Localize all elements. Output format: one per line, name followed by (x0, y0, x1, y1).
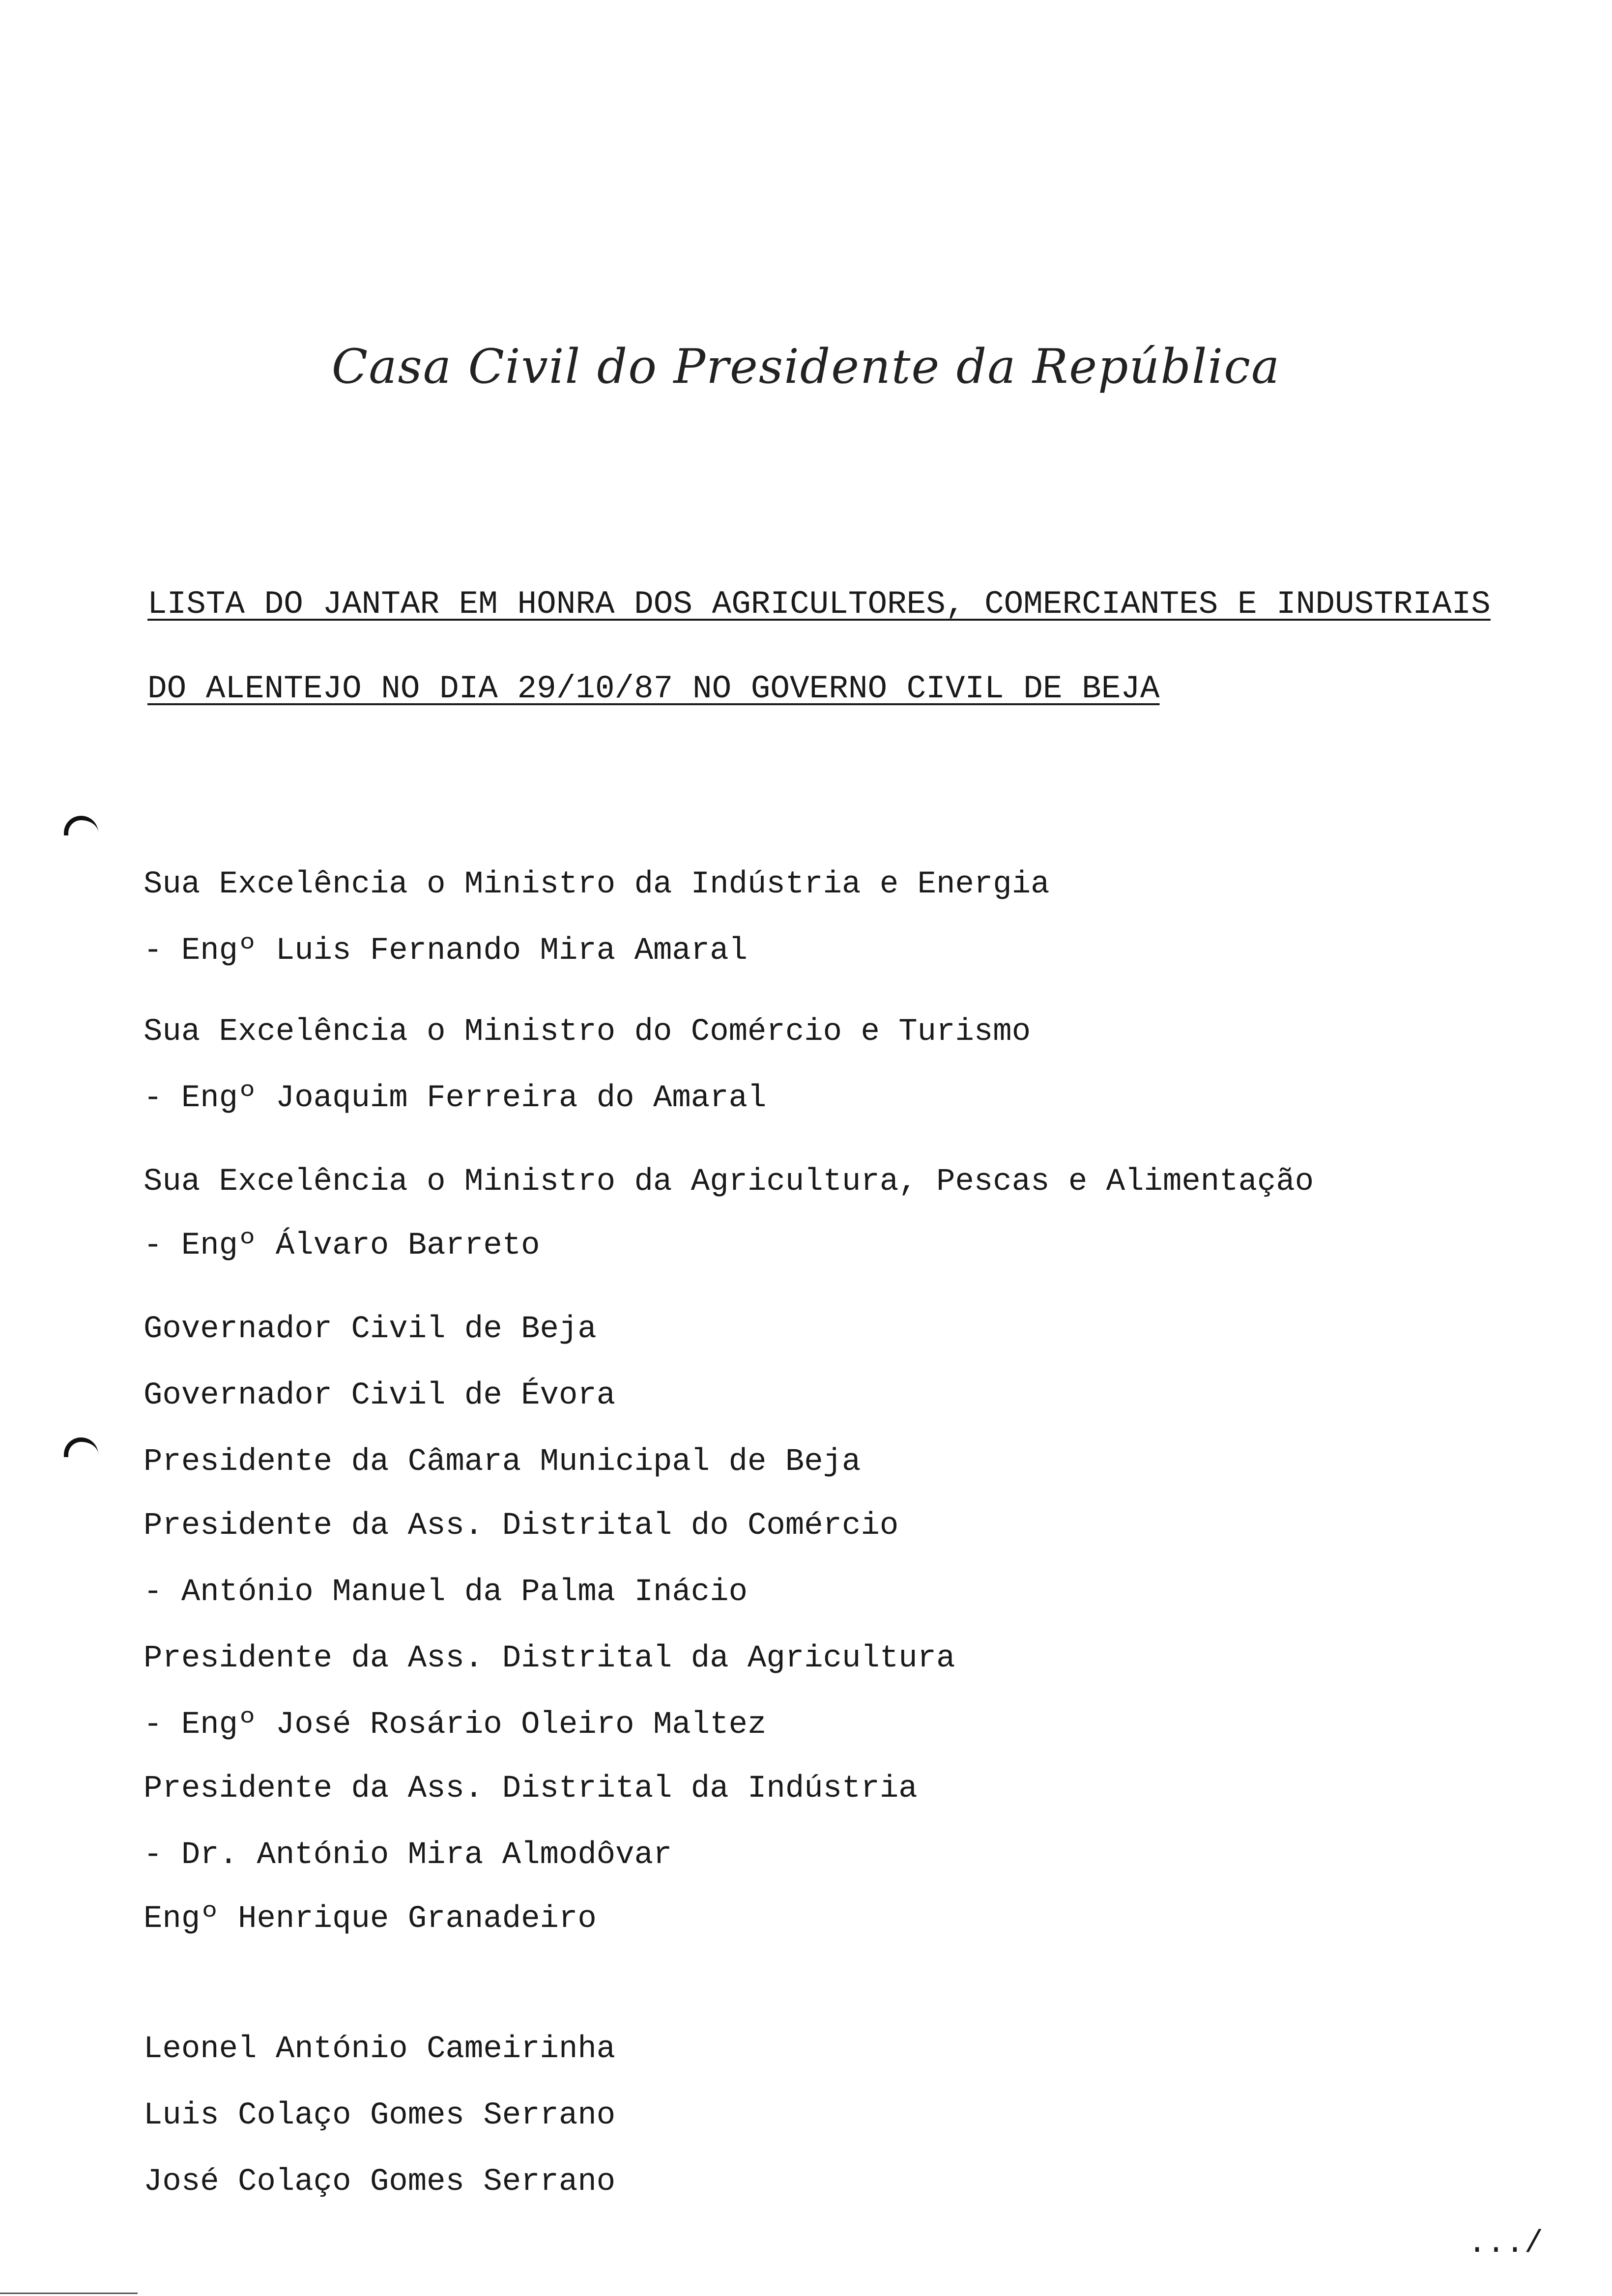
punch-hole-mark (64, 816, 98, 835)
list-item: Presidente da Ass. Distrital da Indústria (144, 1771, 918, 1807)
list-item: - António Manuel da Palma Inácio (144, 1575, 748, 1610)
list-item: - Engº Joaquim Ferreira do Amaral (144, 1081, 767, 1116)
list-item: Presidente da Câmara Municipal de Beja (144, 1444, 861, 1480)
document-title-line-1: LISTA DO JANTAR EM HONRA DOS AGRICULTORES, COMERCIANTES E INDUSTRIAIS (147, 586, 1491, 623)
list-item: Presidente da Ass. Distrital da Agricultura (144, 1641, 955, 1676)
list-item: - Engº Álvaro Barreto (144, 1228, 540, 1263)
list-item: Leonel António Cameirinha (144, 2032, 616, 2067)
list-item: - Dr. António Mira Almodôvar (144, 1837, 672, 1873)
list-item: José Colaço Gomes Serrano (144, 2164, 616, 2200)
list-item: Governador Civil de Beja (144, 1312, 597, 1347)
page-edge-rule (0, 2293, 138, 2294)
continuation-mark: .../ (1468, 2226, 1543, 2262)
list-item: - Engº Luis Fernando Mira Amaral (144, 933, 748, 969)
list-item: Engº Henrique Granadeiro (144, 1901, 597, 1937)
list-item: Sua Excelência o Ministro da Agricultura, Pescas e Alimentação (144, 1164, 1314, 1200)
list-item: Luis Colaço Gomes Serrano (144, 2098, 616, 2133)
list-item: Sua Excelência o Ministro do Comércio e Turismo (144, 1014, 1031, 1050)
document-title-line-2: DO ALENTEJO NO DIA 29/10/87 NO GOVERNO CIVIL DE BEJA (147, 670, 1160, 707)
letterhead: Casa Civil do Presidente da República (331, 339, 1281, 394)
list-item: - Engº José Rosário Oleiro Maltez (144, 1707, 767, 1743)
list-item: Presidente da Ass. Distrital do Comércio (144, 1508, 899, 1544)
list-item: Sua Excelência o Ministro da Indústria e Energia (144, 867, 1050, 902)
list-item: Governador Civil de Évora (144, 1378, 616, 1413)
punch-hole-mark (64, 1437, 98, 1457)
